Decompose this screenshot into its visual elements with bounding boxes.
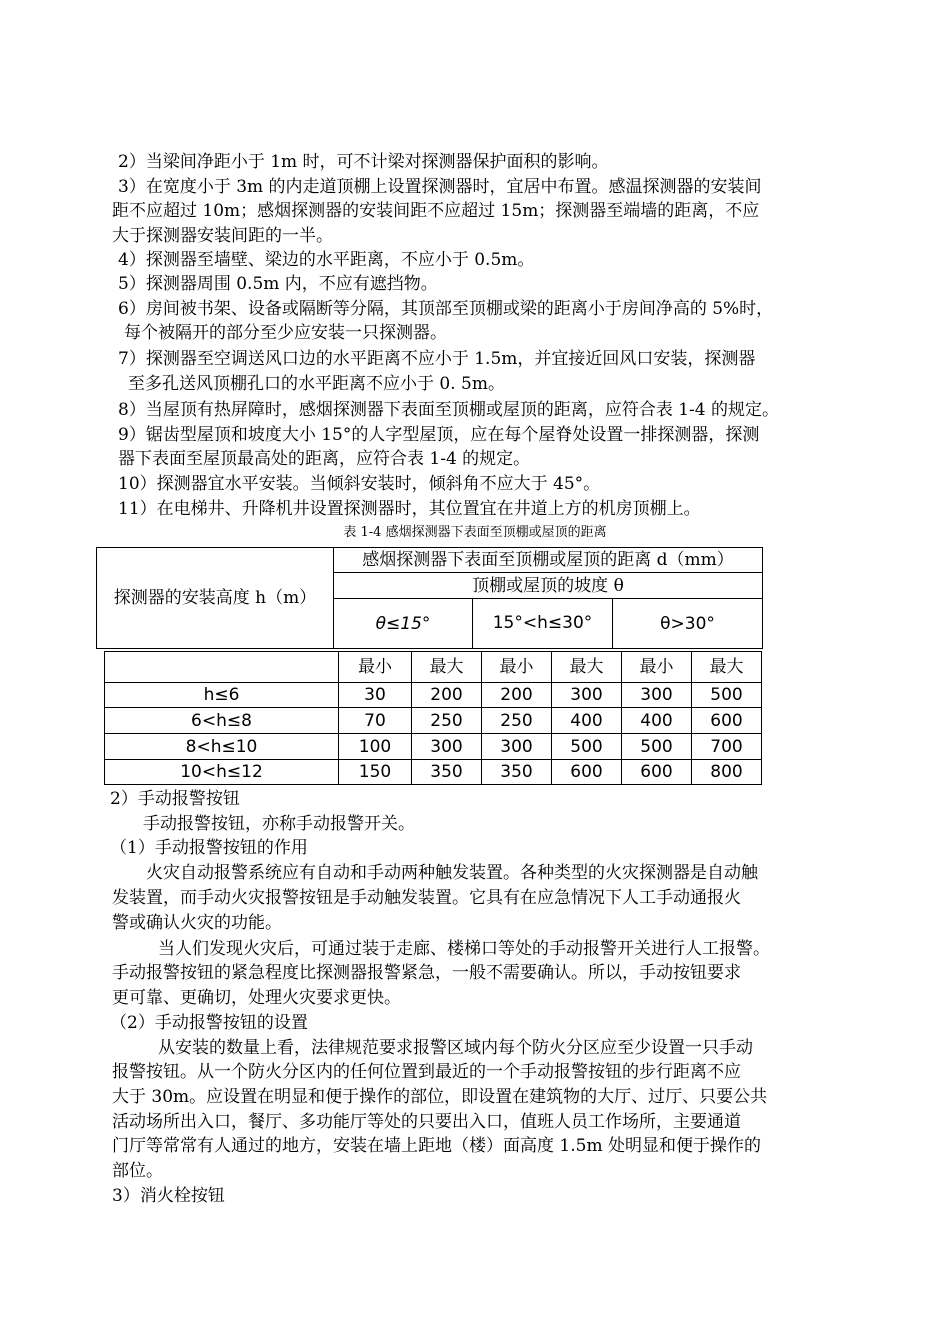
- text-line: 3）在宽度小于 3m 的内走道顶棚上设置探测器时，宜居中布置。感温探测器的安装间: [118, 177, 762, 197]
- text-line: 更可靠、更确切，处理火灾要求更快。: [112, 988, 401, 1008]
- text-line: 部位。: [112, 1161, 163, 1181]
- value-cell: 200: [411, 682, 482, 708]
- value-cell: 800: [691, 759, 762, 785]
- text-line: 2）当梁间净距小于 1m 时，可不计梁对探测器保护面积的影响。: [118, 152, 609, 172]
- text-line: 器下表面至屋顶最高处的距离，应符合表 1-4 的规定。: [118, 449, 531, 469]
- height-cell: 10<h≤12: [104, 759, 339, 785]
- text-line: 门厅等常常有人通过的地方，安装在墙上距地（楼）面高度 1.5m 处明显和便于操作的: [112, 1136, 761, 1156]
- value-cell: 350: [411, 759, 482, 785]
- value-cell: 400: [551, 707, 622, 734]
- value-cell: 300: [411, 733, 482, 760]
- value-cell: 30: [338, 682, 412, 708]
- min-header: 最小: [621, 651, 692, 683]
- text-line: 6）房间被书架、设备或隔断等分隔，其顶部至顶棚或梁的距离小于房间净高的 5%时，: [118, 299, 774, 319]
- value-cell: 700: [691, 733, 762, 760]
- value-cell: 200: [481, 682, 552, 708]
- height-cell: h≤6: [104, 682, 339, 708]
- text-line: 大于探测器安装间距的一半。: [112, 226, 333, 246]
- text-line: 5）探测器周围 0.5m 内，不应有遮挡物。: [118, 274, 438, 294]
- max-header: 最大: [551, 651, 622, 683]
- value-cell: 250: [481, 707, 552, 734]
- text-line: 4）探测器至墙壁、梁边的水平距离，不应小于 0.5m。: [118, 250, 535, 270]
- text-line: 手动报警按钮，亦称手动报警开关。: [143, 814, 415, 834]
- text-line: 10）探测器宜水平安装。当倾斜安装时，倾斜角不应大于 45°。: [118, 474, 601, 494]
- text-line: 手动报警按钮的紧急程度比探测器报警紧急，一般不需要确认。所以，手动按钮要求: [112, 963, 741, 983]
- text-line: 报警按钮。从一个防火分区内的任何位置到最近的一个手动报警按钮的步行距离不应: [112, 1062, 741, 1082]
- value-cell: 100: [338, 733, 412, 760]
- value-cell: 350: [481, 759, 552, 785]
- blank-cell: [104, 651, 339, 683]
- text-line: 至多孔送风顶棚孔口的水平距离不应小于 0. 5m。: [128, 374, 505, 394]
- text-line: 从安装的数量上看，法律规范要求报警区域内每个防火分区应至少设置一只手动: [158, 1038, 753, 1058]
- value-cell: 300: [621, 682, 692, 708]
- value-cell: 500: [621, 733, 692, 760]
- subsection-heading: （1）手动报警按钮的作用: [110, 838, 308, 858]
- value-cell: 150: [338, 759, 412, 785]
- row-header: 探测器的安装高度 h（m）: [96, 547, 334, 649]
- value-cell: 400: [621, 707, 692, 734]
- table-caption: 表 1-4 感烟探测器下表面至顶棚或屋顶的距离: [343, 525, 607, 540]
- text-line: 警或确认火灾的功能。: [112, 913, 282, 933]
- text-line: 8）当屋顶有热屏障时，感烟探测器下表面至顶棚或屋顶的距离，应符合表 1-4 的规定。: [118, 400, 779, 420]
- value-cell: 70: [338, 707, 412, 734]
- min-header: 最小: [481, 651, 552, 683]
- height-cell: 6<h≤8: [104, 707, 339, 734]
- min-header: 最小: [338, 651, 412, 683]
- text-line: 大于 30m。应设置在明显和便于操作的部位，即设置在建筑物的大厅、过厅、只要公共: [112, 1087, 768, 1107]
- top-header: 感烟探测器下表面至顶棚或屋顶的距离 d（mm）: [333, 547, 763, 573]
- text-line: 9）锯齿型屋顶和坡度大小 15°的人字型屋顶，应在每个屋脊处设置一排探测器，探测: [118, 425, 760, 445]
- text-line: 每个被隔开的部分至少应安装一只探测器。: [124, 323, 447, 343]
- section-heading: 3）消火栓按钮: [112, 1186, 225, 1206]
- value-cell: 500: [551, 733, 622, 760]
- slope-cell-text: 15°<h≤30°: [492, 613, 593, 633]
- max-header: 最大: [691, 651, 762, 683]
- section-heading: 2）手动报警按钮: [110, 789, 240, 809]
- slope-cell: θ>30°: [612, 598, 763, 649]
- text-line: 火灾自动报警系统应有自动和手动两种触发装置。各种类型的火灾探测器是自动触: [146, 863, 758, 883]
- height-cell: 8<h≤10: [104, 733, 339, 760]
- value-cell: 300: [481, 733, 552, 760]
- slope-header: 顶棚或屋顶的坡度 θ: [333, 572, 763, 599]
- subsection-heading: （2）手动报警按钮的设置: [110, 1013, 308, 1033]
- slope-cell: [472, 598, 613, 649]
- value-cell: 500: [691, 682, 762, 708]
- text-line: 距不应超过 10m；感烟探测器的安装间距不应超过 15m；探测器至端墙的距离，不应: [112, 201, 760, 221]
- text-line: 7）探测器至空调送风口边的水平距离不应小于 1.5m，并宜接近回风口安装，探测器: [118, 349, 756, 369]
- text-line: 当人们发现火灾后，可通过装于走廊、楼梯口等处的手动报警开关进行人工报警。: [158, 939, 770, 959]
- text-line: 发装置，而手动火灾报警按钮是手动触发装置。它具有在应急情况下人工手动通报火: [112, 888, 741, 908]
- value-cell: 250: [411, 707, 482, 734]
- value-cell: 300: [551, 682, 622, 708]
- max-header: 最大: [411, 651, 482, 683]
- text-line: 11）在电梯井、升降机井设置探测器时，其位置宜在井道上方的机房顶棚上。: [118, 499, 701, 519]
- text-line: 活动场所出入口，餐厅、多功能厅等处的只要出入口，值班人员工作场所，主要通道: [112, 1112, 741, 1132]
- value-cell: 600: [551, 759, 622, 785]
- value-cell: 600: [691, 707, 762, 734]
- slope-cell: θ≤15°: [333, 598, 473, 649]
- value-cell: 600: [621, 759, 692, 785]
